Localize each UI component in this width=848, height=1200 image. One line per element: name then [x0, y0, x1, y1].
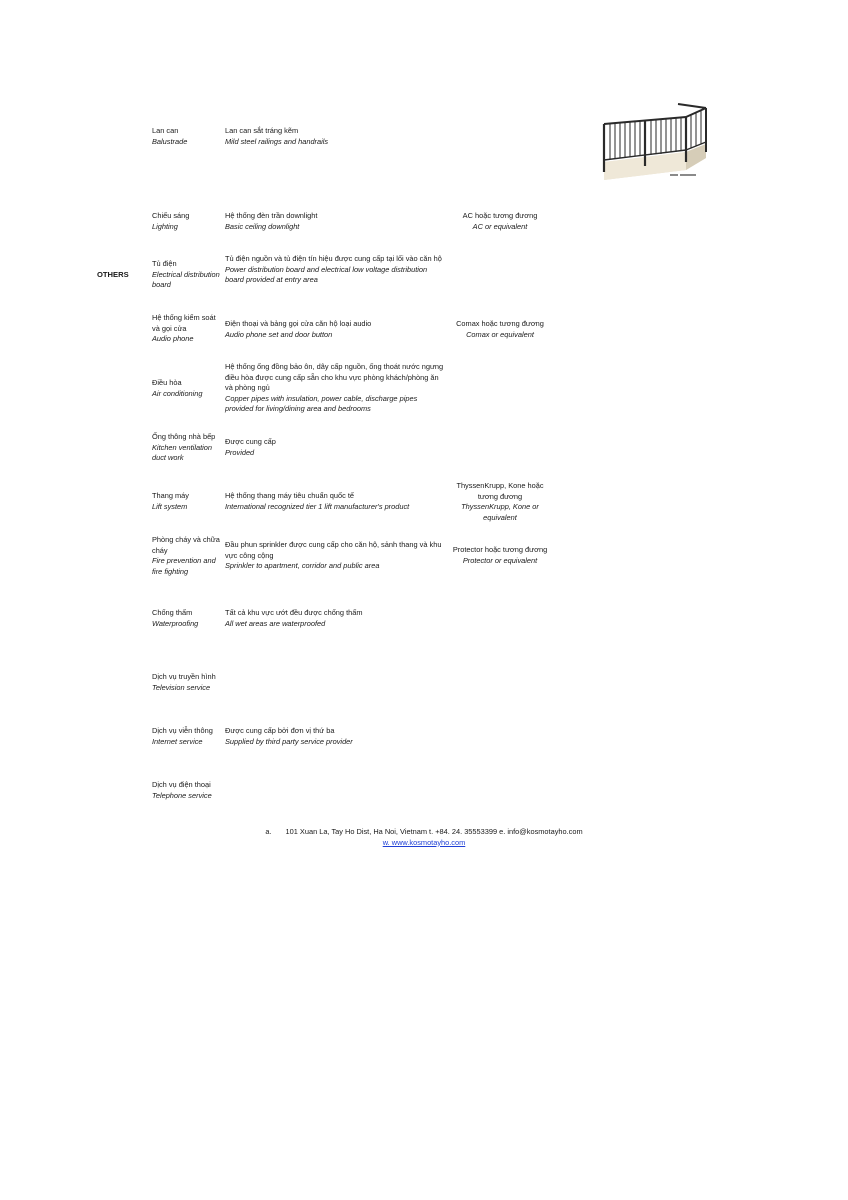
spec-cell	[225, 254, 445, 286]
item-en: Balustrade	[152, 136, 188, 146]
item-vi: Dịch vụ viễn thông	[152, 726, 213, 735]
spec-cell	[225, 437, 445, 458]
spec-en: All wet areas are waterproofed	[225, 618, 326, 628]
spec-vi: Lan can sắt tráng kẽm	[225, 126, 299, 135]
item-en: Waterproofing	[152, 618, 199, 628]
item-en: Audio phone	[152, 334, 194, 344]
category-label: OTHERS	[97, 270, 129, 279]
item-en: Fire prevention and fire fighting	[152, 556, 216, 576]
item-vi: Hệ thống kiểm soát và gọi cửa	[152, 313, 216, 333]
brand-cell	[452, 481, 548, 523]
item-cell	[152, 126, 222, 147]
brand-cell	[446, 211, 554, 232]
spec-cell	[225, 362, 445, 415]
spec-en: Copper pipes with insulation, power cable, discharge pipes provided for living/dining area and bedrooms	[225, 393, 418, 414]
spec-vi: Hệ thống ống đồng bảo ôn, dây cấp nguồn, ống thoát nước ngưng điều hòa được cung cấp sẵn cho khu vực phòng khách/phòng ăn và phòng ngủ	[225, 362, 444, 393]
footer-address-line	[0, 827, 848, 838]
spec-vi: Tất cả khu vực ướt đều được chống thấm	[225, 608, 363, 617]
item-en: Television service	[152, 682, 211, 692]
spec-en: Power distribution board and electrical low voltage distribution board provided at entry area	[225, 264, 428, 285]
spec-en: Audio phone set and door button	[225, 329, 333, 339]
balustrade-photo	[600, 100, 710, 185]
item-cell	[152, 432, 222, 464]
item-vi: Phòng cháy và chữa cháy	[152, 535, 220, 555]
spec-en: Provided	[225, 447, 255, 457]
footer-address: 101 Xuan La, Tay Ho Dist, Ha Noi, Vietnam t. +84. 24. 35553399 e. info@kosmotayho.com	[285, 827, 583, 836]
brand-vi: AC hoặc tương đương	[462, 211, 538, 220]
spec-vi: Được cung cấp	[225, 437, 276, 446]
item-cell	[152, 491, 222, 512]
item-vi: Lan can	[152, 126, 179, 135]
item-cell	[152, 672, 228, 693]
item-cell	[152, 608, 222, 629]
item-cell	[152, 211, 222, 232]
brand-cell	[446, 545, 554, 566]
spec-en: Sprinkler to apartment, corridor and public area	[225, 561, 380, 571]
item-vi: Ống thông nhà bếp	[152, 432, 216, 441]
item-cell	[152, 535, 224, 577]
spec-cell	[225, 608, 445, 629]
item-cell	[152, 780, 222, 801]
footer	[0, 827, 848, 848]
website-link[interactable]: w. www.kosmotayho.com	[382, 837, 466, 847]
item-vi: Chiếu sáng	[152, 211, 190, 220]
spec-vi: Hệ thống thang máy tiêu chuẩn quốc tế	[225, 491, 355, 500]
brand-en: Protector or equivalent	[462, 555, 538, 565]
footer-prefix: a.	[265, 827, 272, 836]
item-vi: Điều hòa	[152, 378, 182, 387]
item-vi: Chống thấm	[152, 608, 193, 617]
item-en: Internet service	[152, 736, 203, 746]
item-vi: Tủ điện	[152, 259, 177, 268]
spec-en: Mild steel railings and handrails	[225, 136, 329, 146]
spec-cell	[225, 211, 445, 232]
item-en: Lift system	[152, 501, 188, 511]
spec-en: Supplied by third party service provider	[225, 736, 353, 746]
spec-cell	[225, 126, 445, 147]
item-en: Telephone service	[152, 790, 212, 800]
spec-cell	[225, 540, 445, 572]
item-en: Air conditioning	[152, 388, 203, 398]
item-cell	[152, 259, 222, 291]
spec-vi: Được cung cấp bởi đơn vị thứ ba	[225, 726, 335, 735]
item-cell	[152, 313, 222, 345]
item-en: Lighting	[152, 221, 178, 231]
item-en: Kitchen ventilation duct work	[152, 442, 212, 463]
spec-vi: Điện thoại và bảng gọi cửa căn hộ loại audio	[225, 319, 372, 328]
brand-cell	[446, 319, 554, 340]
spec-cell	[225, 726, 445, 747]
brand-en: ThyssenKrupp, Kone or equivalent	[461, 502, 539, 522]
item-en: Electrical distribution board	[152, 269, 220, 290]
spec-vi: Tủ điện nguồn và tủ điện tín hiệu được cung cấp tại lối vào căn hộ	[225, 254, 442, 263]
item-vi: Thang máy	[152, 491, 189, 500]
item-cell	[152, 726, 222, 747]
item-vi: Dịch vụ truyền hình	[152, 672, 216, 681]
spec-en: Basic ceiling downlight	[225, 221, 300, 231]
brand-en: AC or equivalent	[472, 221, 528, 231]
item-cell	[152, 378, 222, 399]
spec-vi: Hệ thống đèn trần downlight	[225, 211, 318, 220]
brand-en: Comax or equivalent	[466, 329, 534, 339]
brand-vi: Protector hoặc tương đương	[452, 545, 548, 554]
spec-vi: Đầu phun sprinkler được cung cấp cho căn hộ, sảnh thang và khu vực công cộng	[225, 540, 442, 560]
brand-vi: ThyssenKrupp, Kone hoặc tương đương	[456, 481, 544, 501]
spec-cell	[225, 491, 445, 512]
spec-en: International recognized tier 1 lift manufacturer's product	[225, 501, 410, 511]
brand-vi: Comax hoặc tương đương	[456, 319, 544, 328]
item-vi: Dịch vụ điện thoại	[152, 780, 211, 789]
spec-cell	[225, 319, 445, 340]
